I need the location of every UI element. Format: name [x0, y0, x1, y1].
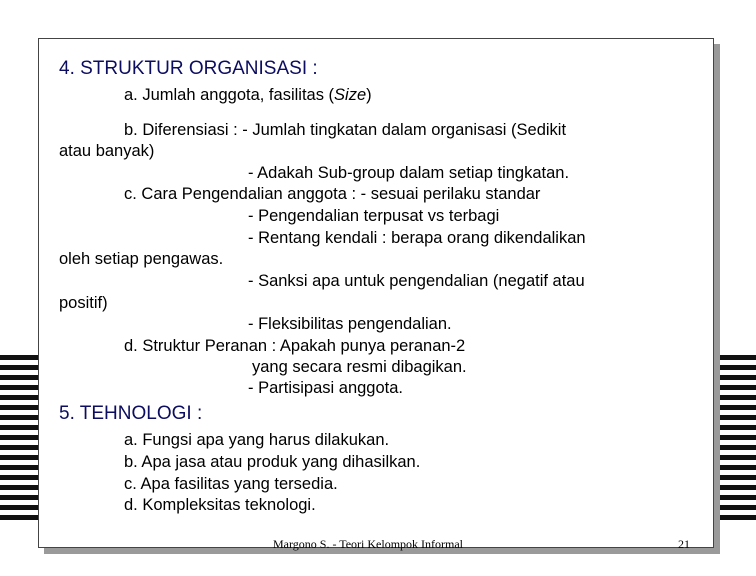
heading-tehnologi: 5. TEHNOLOGI : — [59, 403, 203, 424]
decorative-stripes-left — [0, 355, 42, 520]
item-5a: a. Fungsi apa yang harus dilakukan. — [124, 431, 390, 449]
heading-struktur-organisasi: 4. STRUKTUR ORGANISASI : — [59, 58, 318, 79]
item-5c: c. Apa fasilitas yang tersedia. — [124, 475, 338, 493]
item-c-fleksibilitas: - Fleksibilitas pengendalian. — [248, 315, 452, 333]
item-d-partisipasi: - Partisipasi anggota. — [248, 379, 404, 397]
item-c-positif: positif) — [59, 294, 108, 312]
item-5b: b. Apa jasa atau produk yang dihasilkan. — [124, 453, 421, 471]
item-b-subgroup: - Adakah Sub-group dalam setiap tingkatan. — [248, 164, 570, 182]
item-b-diferensiasi: b. Diferensiasi : - Jumlah tingkatan dalam organisasi (Sedikit — [124, 121, 567, 139]
item-d-resmi: yang secara resmi dibagikan. — [252, 358, 467, 376]
item-c-pengawas: oleh setiap pengawas. — [59, 250, 224, 268]
item-b-continuation: atau banyak) — [59, 142, 155, 160]
item-c-sanksi: - Sanksi apa untuk pengendalian (negatif atau — [248, 272, 585, 290]
item-a-jumlah-anggota: a. Jumlah anggota, fasilitas (Size) — [124, 86, 372, 104]
footer-page-number: 21 — [678, 537, 690, 551]
item-5d: d. Kompleksitas teknologi. — [124, 496, 316, 514]
item-d-struktur-peranan: d. Struktur Peranan : Apakah punya peranan-2 — [124, 337, 466, 355]
item-c-cara-pengendalian: c. Cara Pengendalian anggota : - sesuai perilaku standar — [124, 185, 541, 203]
slide — [38, 38, 714, 551]
footer-author: Margono S. - Teori Kelompok Informal — [273, 537, 464, 551]
item-c-rentang-kendali: - Rentang kendali : berapa orang dikendalikan — [248, 229, 586, 247]
item-c-terpusat: - Pengendalian terpusat vs terbagi — [248, 207, 500, 225]
